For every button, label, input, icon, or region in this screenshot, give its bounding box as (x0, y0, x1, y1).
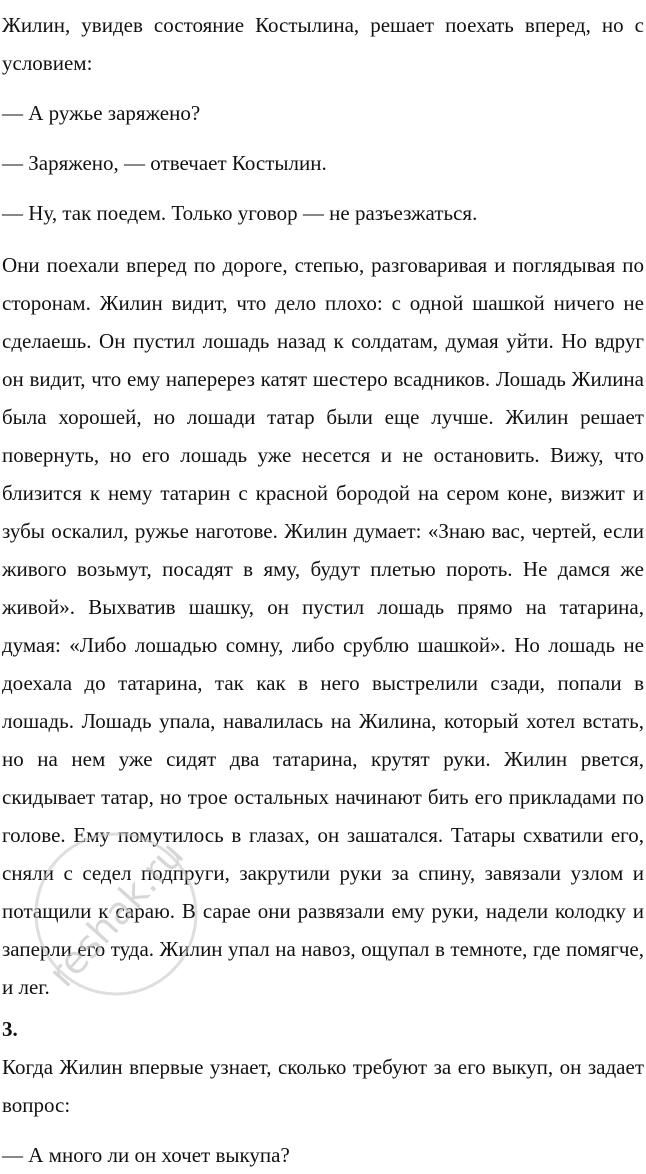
section-question-paragraph: Когда Жилин впервые узнает, сколько требуют за его выкуп, он задает вопрос: (2, 1055, 644, 1117)
dialogue-line-answer: — Заряжено, — отвечает Костылин. (2, 151, 327, 175)
paragraph-intro: Жилин, увидев состояние Костылина, решает поехать вперед, но с условием: (2, 13, 644, 75)
dialogue-line-agreement: — Ну, так поедем. Только уговор — не разъезжаться. (2, 201, 478, 225)
paragraph-story: Они поехали вперед по дороге, степью, разговаривая и поглядывая по сторонам. Жилин видит, что дело плохо: с одной шашкой ничего не сделаешь. Он пустил лошадь назад к солдатам, думая уйти. Но вдруг он видит, что ему наперерез катят шестеро всадников. Лошадь Жилина была хорошей, но лошади татар были еще лучше. Жилин решает повернуть, но его лошадь уже несется и не остановить. Вижу, что близится к нему татарин с красной бородой на сером коне, визжит и зубы оскалил, ружье наготове. Жилин думает: «Знаю вас, чертей, если живого возьмут, посадят в яму, будут плетью пороть. Не дамся же живой». Выхватив шашку, он пустил лошадь прямо на татарина, думая: «Либо лошадью сомну, либо срублю шашкой». Но лошадь не доехала до татарина, так как в него выстрелили сзади, попали в лошадь. Лошадь упала, навалилась на Жилина, который хотел встать, но на нем уже сидят два татарина, крутят руки. Жилин рвется, скидывает татар, но трое остальных начинают бить его прикладами по голове. Ему помутилось в глазах, он зашатался. Татары схватили его, сняли с седел подпруги, закрутили руки за спину, завязали узлом и потащили к сараю. В сарае они развязали ему руки, надели колодку и заперли его туда. Жилин упал на навоз, ощупал в темноте, где помягче, и лег. (2, 253, 644, 999)
document-page (0, 6, 646, 1167)
dialogue-line-question: — А ружье заряжено? (2, 101, 201, 125)
watermark-text: reshak.ru (39, 832, 193, 996)
section-number: 3. (2, 1017, 18, 1041)
section-dialogue-line: — А много ли он хочет выкупа? (2, 1143, 290, 1167)
